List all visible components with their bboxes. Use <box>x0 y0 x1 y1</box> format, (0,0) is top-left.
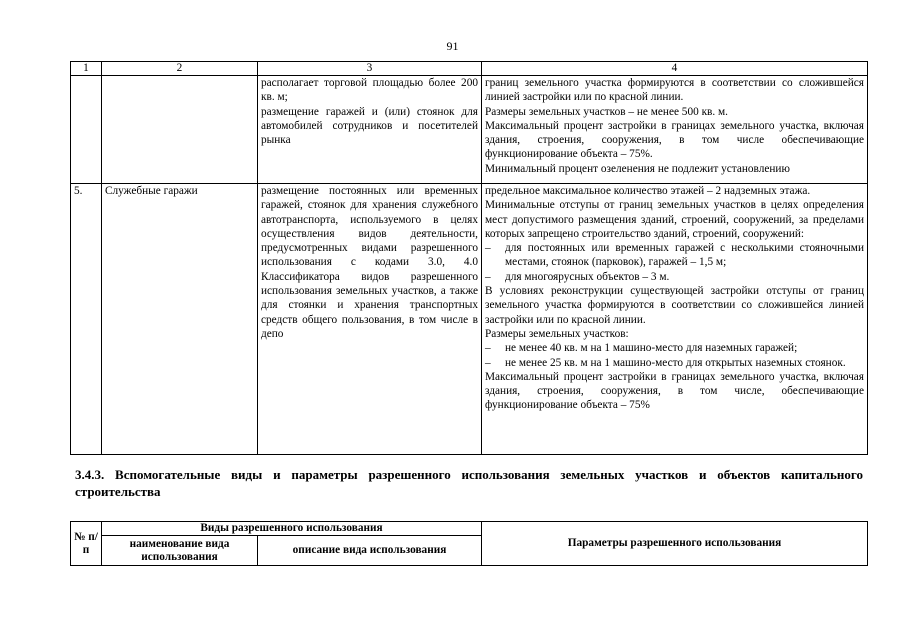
auxiliary-use-table-header <box>70 521 868 566</box>
parameter-paragraph: границ земельного участка формируются в соответствии со сложившейся линией застройки или по красной линии. <box>485 77 864 104</box>
table-row-5 <box>71 184 868 455</box>
dash-item-text: не менее 25 кв. м на 1 машино-место для открытых наземных стоянок. <box>505 356 846 369</box>
parameter-paragraph: Максимальный процент застройки в границах земельного участка, включая здания, строения, сооружения, в том числе, обеспечивающие функционирование объекта – 75% <box>485 370 864 412</box>
header-row-1 <box>71 522 868 536</box>
description-line: располагает торговой площадью более 200 кв. м; <box>261 77 478 104</box>
dash-list-item <box>485 241 864 270</box>
parameter-paragraph: В условиях реконструкции существующей застройки отступы от границ земельного участка формируются в соответствии со сложившейся линией застройки или по красной линии. <box>485 285 864 326</box>
page-number: 91 <box>446 39 459 53</box>
parameters-header: Параметры разрешенного использования <box>482 522 868 566</box>
parameter-paragraph: Максимальный процент застройки в границах земельного участка, включая здания, строения, сооружения, в том числе обеспечивающие функционирование объекта – 75%. <box>485 119 864 161</box>
use-types-group-header: Виды разрешенного использования <box>102 522 482 536</box>
column-number-row <box>71 62 868 76</box>
col-header-2: 2 <box>102 62 258 76</box>
description-line: размещение гаражей и (или) стоянок для автомобилей сотрудников и посетителей рынка <box>261 105 478 147</box>
number-header: № п/п <box>71 522 102 566</box>
row-number: 5. <box>71 184 102 455</box>
use-description-header: описание вида использования <box>258 536 482 566</box>
cell-parameters <box>482 76 868 184</box>
use-parameters <box>482 184 868 455</box>
use-name-header: наименование вида использования <box>102 536 258 566</box>
dash-marker: – <box>485 242 491 255</box>
col-header-1: 1 <box>71 62 102 76</box>
dash-marker: – <box>485 356 491 369</box>
parameter-paragraph: Минимальные отступы от границ земельных участков в целях определения мест допустимого размещения зданий, строений, сооружений, за пределами которых запрещено строительство зданий, строений, сооружений: <box>485 199 864 240</box>
dash-item-text: не менее 40 кв. м на 1 машино-место для наземных гаражей; <box>505 342 798 355</box>
use-name: Служебные гаражи <box>102 184 258 455</box>
dash-marker: – <box>485 342 491 355</box>
dash-list-item <box>485 356 864 370</box>
table-row-continued <box>71 76 868 184</box>
col-header-4: 4 <box>482 62 868 76</box>
dash-list-item <box>485 270 864 284</box>
parameter-paragraph: предельное максимальное количество этажей – 2 надземных этажа. <box>485 185 811 197</box>
dash-item-text: для постоянных или временных гаражей с несколькими стояночными местами, стоянок (парковок), гаражей – 1,5 м; <box>505 242 864 269</box>
dash-marker: – <box>485 270 491 283</box>
section-heading: 3.4.3. Вспомогательные виды и параметры разрешенного использования земельных участков и объектов капитального строительства <box>75 467 863 499</box>
cell-description <box>258 76 482 184</box>
cell-num-empty <box>71 76 102 184</box>
permitted-use-table <box>70 61 868 455</box>
dash-list-item <box>485 341 864 355</box>
use-description: размещение постоянных или временных гаражей, стоянок для хранения служебного автотранспорта, используемого в целях осуществления видов деятельности, предусмотренных видами разрешенного использования с кодами 3.0, 4.0 Классификатора видов разрешенного использования земельных участков, а также для стоянки и хранения транспортных средств общего пользования, в том числе в депо <box>258 184 482 455</box>
cell-name-empty <box>102 76 258 184</box>
parameter-paragraph: Размеры земельных участков: <box>485 327 629 340</box>
dash-item-text: для многоярусных объектов – 3 м. <box>505 270 670 283</box>
col-header-3: 3 <box>258 62 482 76</box>
parameter-paragraph: Минимальный процент озеленения не подлежит установлению <box>485 162 790 175</box>
parameter-paragraph: Размеры земельных участков – не менее 500 кв. м. <box>485 105 729 118</box>
